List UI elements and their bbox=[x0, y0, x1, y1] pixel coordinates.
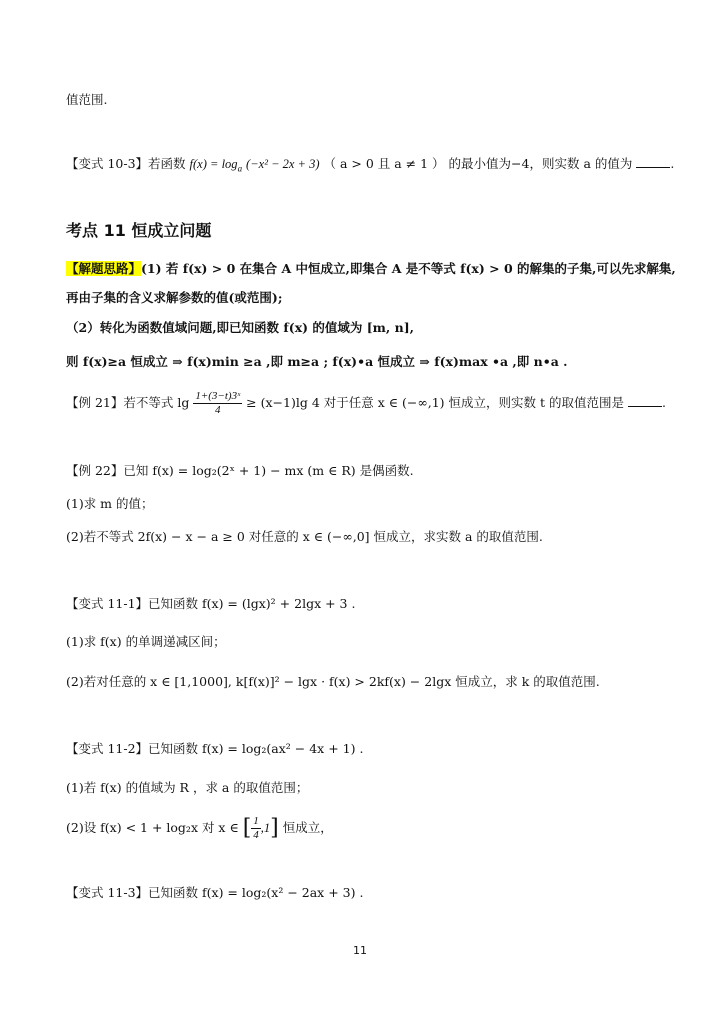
log-base: a bbox=[237, 163, 243, 174]
variant-10-3-suffix: 的最小值为−4，则实数 a 的值为 bbox=[448, 156, 633, 171]
variant-11-1-part-2: (2)若对任意的 x ∈ [1,1000], k[f(x)]² − lgx · f(x) > 2kf(x) − 2lgx 恒成立，求 k 的取值范围. bbox=[66, 674, 600, 689]
example-22-part-1: (1)求 m 的值； bbox=[66, 496, 154, 511]
variant-10-3 bbox=[66, 156, 674, 174]
variant-11-1-part-1: (1)求 f(x) 的单调递减区间； bbox=[66, 634, 226, 649]
example-22-part-2: (2)若不等式 2f(x) − x − a ≥ 0 对任意的 x ∈ (−∞,0] 恒成立，求实数 a 的取值范围. bbox=[66, 529, 543, 544]
fraction-denominator: 4 bbox=[253, 829, 259, 842]
solution-idea-tag: 【解题思路】 bbox=[66, 261, 142, 276]
left-bracket: [ bbox=[242, 815, 252, 841]
variant-10-3-formula: f(x) = log bbox=[189, 157, 238, 171]
variant-10-3-prefix: 【变式 10-3】若函数 bbox=[66, 156, 186, 171]
variant-11-2-part-2 bbox=[66, 815, 333, 842]
example-21-fraction bbox=[193, 390, 242, 417]
fraction-numerator: 1 bbox=[251, 815, 261, 829]
fraction-numerator: 1+(3−t)3ˣ bbox=[193, 390, 242, 404]
variant-11-2: 【变式 11-2】已知函数 f(x) = log₂(ax² − 4x + 1) . bbox=[66, 741, 364, 756]
fraction-denominator: 4 bbox=[215, 404, 221, 417]
answer-blank bbox=[628, 395, 662, 407]
variant-11-2-part-2-suffix: 恒成立， bbox=[282, 820, 333, 836]
solution-idea-line-2: 再由子集的含义求解参数的值(或范围); bbox=[66, 290, 283, 305]
variant-10-3-end: . bbox=[670, 156, 675, 171]
interval-upper: ,1 bbox=[260, 821, 271, 836]
variant-11-2-part-2-prefix: (2)设 f(x) < 1 + log₂x 对 x ∈ bbox=[66, 820, 239, 836]
solution-idea-line-4: 则 f(x)≥a 恒成立 ⇒ f(x)min ≥a ,即 m≥a ; f(x)•a 恒成立 ⇒ f(x)max •a ,即 n•a . bbox=[66, 354, 568, 369]
right-bracket: ] bbox=[270, 815, 279, 841]
interval-fraction bbox=[251, 815, 261, 842]
example-21 bbox=[66, 390, 666, 417]
solution-idea-line-1 bbox=[66, 263, 676, 276]
variant-11-1: 【变式 11-1】已知函数 f(x) = (lgx)² + 2lgx + 3 . bbox=[66, 596, 356, 611]
example-22: 【例 22】已知 f(x) = log₂(2ˣ + 1) − mx (m ∈ R) 是偶函数. bbox=[66, 463, 414, 478]
solution-idea-text-1: (1) 若 f(x) > 0 在集合 A 中恒成立,即集合 A 是不等式 f(x) > 0 的解集的子集,可以先求解集, bbox=[141, 261, 676, 276]
variant-10-3-formula-arg: (−x² − 2x + 3) bbox=[246, 157, 320, 171]
answer-blank bbox=[636, 156, 670, 168]
page-number: 11 bbox=[353, 944, 367, 957]
variant-11-3: 【变式 11-3】已知函数 f(x) = log₂(x² − 2ax + 3) . bbox=[66, 885, 364, 900]
example-21-end: . bbox=[661, 395, 666, 411]
text-line-1: 值范围. bbox=[66, 92, 108, 107]
example-21-prefix: 【例 21】若不等式 lg bbox=[66, 395, 190, 411]
section-heading: 考点 11 恒成立问题 bbox=[66, 221, 212, 240]
example-21-suffix: ≥ (x−1)lg 4 对于任意 x ∈ (−∞,1) 恒成立，则实数 t 的取值范围是 bbox=[246, 395, 624, 411]
variant-11-2-part-1: (1)若 f(x) 的值域为 R ，求 a 的取值范围； bbox=[66, 780, 309, 795]
solution-idea-line-3: （2）转化为函数值域问题,即已知函数 f(x) 的值域为 [m, n], bbox=[66, 320, 414, 335]
variant-10-3-condition: （ a > 0 且 a ≠ 1 ） bbox=[323, 156, 445, 171]
